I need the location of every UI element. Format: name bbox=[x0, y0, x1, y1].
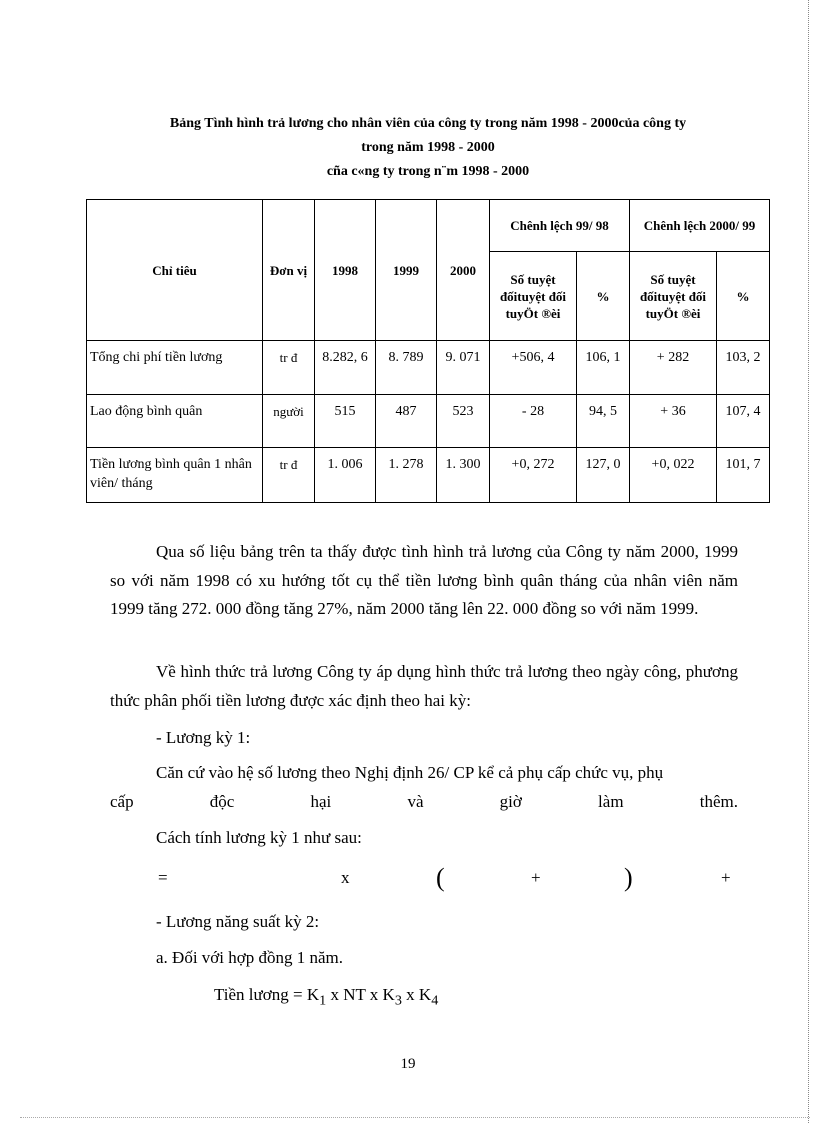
cell-1999: 1. 278 bbox=[376, 448, 437, 503]
cell-2000: 1. 300 bbox=[437, 448, 490, 503]
cell-chi-tieu: Tổng chi phí tiền lương bbox=[87, 341, 263, 395]
title-line-1: Bảng Tình hình trả lương cho nhân viên của công ty trong năm 1998 - 2000của công ty bbox=[169, 116, 687, 131]
word: hại bbox=[310, 792, 332, 811]
word: thêm. bbox=[699, 792, 738, 811]
paragraph-1-text: Qua số liệu bảng trên ta thấy được tình hình trả lương của Công ty năm 2000, 1999 so với năm 1998 có xu hướng tốt cụ thể tiền lương bình quân tháng của nhân viên năm 1999 tăng 272. 000 đồng tăng 27%, năm 2000 tăng lên 22. 000 đồng so với năm 1999. bbox=[110, 542, 738, 618]
title-line-3: cña c«ng ty trong n¨m 1998 - 2000 bbox=[326, 164, 530, 179]
cell-1998: 515 bbox=[315, 395, 376, 448]
formula-plus-1: + bbox=[531, 868, 541, 887]
header-2000: 2000 bbox=[437, 200, 490, 341]
header-chi-tieu: Chỉ tiêu bbox=[87, 200, 263, 341]
cell-2000: 9. 071 bbox=[437, 341, 490, 395]
salary-table bbox=[86, 199, 770, 503]
formula-times: x bbox=[341, 868, 350, 887]
word: giờ bbox=[499, 792, 522, 811]
header-don-vi: Đơn vị bbox=[263, 200, 315, 341]
page-number: 19 bbox=[400, 1056, 416, 1072]
header-so-tuyet-doi-2: Số tuyệt đốituyệt đối tuyÖt ®èi bbox=[630, 252, 717, 341]
cell-chi-tieu: Lao động bình quân bbox=[87, 395, 263, 448]
header-percent-2: % bbox=[717, 252, 770, 341]
word: làm bbox=[598, 792, 624, 811]
cell-pct-1: 94, 5 bbox=[577, 395, 630, 448]
formula-equals: = bbox=[158, 868, 168, 887]
title-line-2: trong năm 1998 - 2000 bbox=[361, 140, 495, 155]
cell-abs-2: + 282 bbox=[630, 341, 717, 395]
paragraph-4-line-1: Căn cứ vào hệ số lương theo Nghị định 26/ CP kể cả phụ cấp chức vụ, phụ bbox=[156, 763, 664, 782]
cell-pct-1: 127, 0 bbox=[577, 448, 630, 503]
formula-plus-2: + bbox=[721, 868, 731, 887]
subscript-4: 4 bbox=[431, 992, 439, 1009]
cell-1998: 1. 006 bbox=[315, 448, 376, 503]
header-so-tuyet-doi-1: Số tuyệt đốituyệt đối tuyÖt ®èi bbox=[490, 252, 577, 341]
cell-don-vi: người bbox=[263, 395, 315, 448]
cell-pct-1: 106, 1 bbox=[577, 341, 630, 395]
heading-hop-dong-1-nam: a. Đối với hợp đồng 1 năm. bbox=[156, 948, 344, 967]
formula-lhs: Tiền lương = K bbox=[214, 985, 320, 1004]
paragraph-2 bbox=[110, 658, 738, 715]
cell-1998: 8.282, 6 bbox=[315, 341, 376, 395]
table-title bbox=[110, 112, 746, 184]
paragraph-1 bbox=[110, 538, 738, 624]
table-row bbox=[87, 448, 770, 503]
word: và bbox=[407, 792, 424, 811]
subscript-3: 3 bbox=[394, 992, 402, 1009]
cell-abs-2: + 36 bbox=[630, 395, 717, 448]
cell-abs-1: - 28 bbox=[490, 395, 577, 448]
heading-luong-ky-1: - Lương kỳ 1: bbox=[156, 728, 251, 747]
formula-left-paren: ( bbox=[436, 863, 445, 892]
cell-abs-1: +0, 272 bbox=[490, 448, 577, 503]
word: độc bbox=[209, 792, 235, 811]
table-row bbox=[87, 341, 770, 395]
cell-1999: 487 bbox=[376, 395, 437, 448]
cell-2000: 523 bbox=[437, 395, 490, 448]
paragraph-2-text: Về hình thức trả lương Công ty áp dụng hình thức trả lương theo ngày công, phương thức phân phối tiền lương được xác định theo hai kỳ: bbox=[110, 662, 738, 710]
cell-abs-1: +506, 4 bbox=[490, 341, 577, 395]
cell-chi-tieu: Tiền lương bình quân 1 nhân viên/ tháng bbox=[87, 448, 263, 503]
word: cấp bbox=[110, 792, 134, 811]
paragraph-4-line-2 bbox=[110, 790, 738, 814]
cell-pct-2: 103, 2 bbox=[717, 341, 770, 395]
header-percent-1: % bbox=[577, 252, 630, 341]
formula-mid-2: x K bbox=[401, 985, 432, 1004]
cell-pct-2: 107, 4 bbox=[717, 395, 770, 448]
cell-abs-2: +0, 022 bbox=[630, 448, 717, 503]
salary-formula bbox=[214, 983, 438, 1012]
heading-luong-nang-suat: - Lương năng suất kỳ 2: bbox=[156, 912, 320, 931]
header-chenh-lech-99-98: Chênh lệch 99/ 98 bbox=[490, 200, 630, 252]
header-row-1 bbox=[87, 200, 770, 252]
cell-pct-2: 101, 7 bbox=[717, 448, 770, 503]
paragraph-5: Cách tính lương kỳ 1 như sau: bbox=[156, 828, 362, 847]
header-chenh-lech-2000-99: Chênh lệch 2000/ 99 bbox=[630, 200, 770, 252]
formula-right-paren: ) bbox=[624, 863, 633, 892]
cell-1999: 8. 789 bbox=[376, 341, 437, 395]
cell-don-vi: tr đ bbox=[263, 448, 315, 503]
subscript-1: 1 bbox=[319, 992, 327, 1009]
right-margin-rule bbox=[808, 0, 809, 1123]
cell-don-vi: tr đ bbox=[263, 341, 315, 395]
header-1998: 1998 bbox=[315, 200, 376, 341]
formula-mid-1: x NT x K bbox=[326, 985, 395, 1004]
bottom-margin-rule bbox=[20, 1117, 810, 1118]
table-row bbox=[87, 395, 770, 448]
header-1999: 1999 bbox=[376, 200, 437, 341]
